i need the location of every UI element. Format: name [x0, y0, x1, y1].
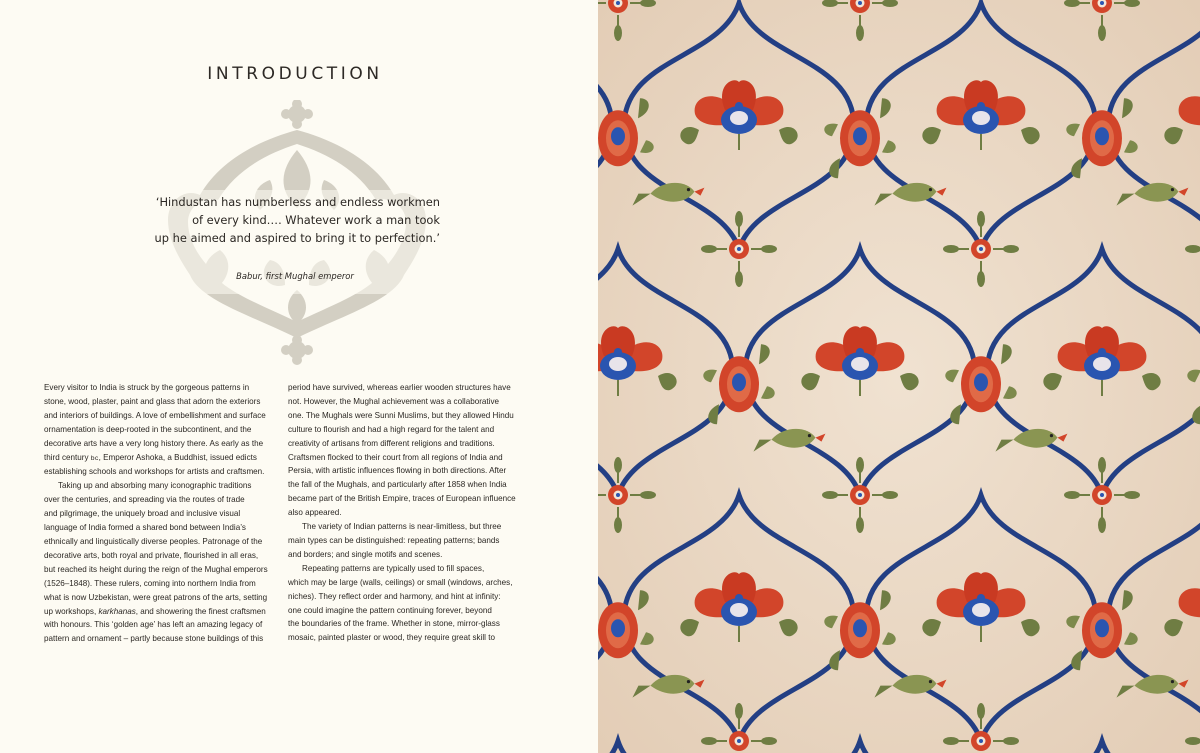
text-line: establishing schools and workshops for artists and craftsmen.: [44, 467, 265, 477]
text-line: and pilgrimage, the uniquely broad and inclusive visual: [44, 509, 241, 519]
quote-line: ‘Hindustan has numberless and endless workmen: [155, 195, 440, 209]
text-line: ornamentation is deep-rooted in the subcontinent, and the: [44, 424, 252, 434]
text-line: [44, 451, 289, 466]
text-fragment: , Emperor Ashoka, a Buddhist, issued edicts: [98, 452, 257, 462]
text-fragment: third century: [44, 452, 91, 462]
text-fragment: , and showering the finest craftsmen: [135, 606, 266, 616]
text-line: main types can be distinguished: repeating patterns; bands: [288, 535, 500, 545]
epigraph-quote: [150, 193, 440, 247]
text-line: ethnically and linguistically diverse peoples. Patronage of the: [44, 536, 263, 546]
mughal-pattern-photo: [598, 0, 1200, 753]
text-line: and interiors of buildings. A love of embellishment and surface: [44, 410, 266, 420]
text-line: the boundaries of the frame. Whether in stone, mirror-glass: [288, 619, 500, 629]
quote-attribution: Babur, first Mughal emperor: [236, 271, 354, 281]
text-line: creativity of artisans from different religions and traditions.: [288, 438, 495, 448]
text-line: period have survived, whereas earlier wooden structures have: [288, 383, 511, 392]
text-line: also appeared.: [288, 508, 342, 518]
text-line: [44, 605, 289, 619]
text-line: which may be large (walls, ceilings) or small (windows, arches,: [288, 577, 513, 587]
text-line: decorative arts, both royal and private, flourished in all eras,: [44, 550, 259, 560]
text-line: The variety of Indian patterns is near-limitless, but three: [302, 522, 502, 532]
quote-line: up he aimed and aspired to bring it to perfection.’: [154, 231, 440, 245]
page-heading: INTRODUCTION: [207, 64, 383, 84]
text-line: became part of the British Empire, traces of European influence: [288, 494, 516, 504]
text-line: Taking up and absorbing many iconographic traditions: [58, 481, 252, 491]
quote-line: of every kind…. Whatever work a man took: [192, 213, 440, 227]
text-line: stone, wood, plaster, paint and glass that adorn the exteriors: [44, 396, 261, 406]
text-line: the fall of the Mughals, and particularly after 1858 when India: [288, 480, 507, 490]
text-line: one could imagine the pattern continuing forever, beyond: [288, 605, 492, 615]
text-fragment: up workshops,: [44, 606, 99, 616]
text-line: with honours. This ‘golden age’ has left an amazing legacy of: [44, 620, 263, 630]
text-line: mosaic, painted plaster or wood, they require great skill to: [288, 633, 495, 643]
text-line: Every visitor to India is struck by the gorgeous patterns in: [44, 383, 250, 392]
left-page: [0, 0, 598, 753]
body-column-1: [44, 381, 289, 646]
floral-lattice-pattern-icon: [598, 0, 1200, 753]
text-line: (1526–1848). These rulers, coming into northern India from: [44, 578, 256, 588]
text-line: and borders; and single motifs and scenes.: [288, 549, 443, 559]
text-line: but reached its height during the reign of the Mughal emperors: [44, 564, 268, 574]
text-line: niches). They reflect order and harmony, and hint at infinity:: [288, 591, 501, 601]
text-line: language of India formed a shared bond between India’s: [44, 523, 246, 533]
text-line: not. However, the Mughal achievement was a collaborative: [288, 396, 500, 406]
small-caps-fragment: bc: [90, 454, 99, 462]
text-line: pattern and ornament – partly because stone buildings of this: [44, 634, 264, 644]
text-line: decorative arts have a very long history there. As early as the: [44, 438, 264, 448]
text-line: what is now Uzbekistan, were great patrons of the arts, setting: [44, 592, 268, 602]
text-line: one. The Mughals were Sunni Muslims, but they allowed Hindu: [288, 410, 514, 420]
text-line: culture to flourish and had a high regard for the talent and: [288, 424, 495, 434]
italic-fragment: karkhanas: [98, 606, 136, 616]
text-line: Repeating patterns are typically used to fill spaces,: [302, 563, 485, 573]
text-line: Persia, with artistic influences flowing in both directions. After: [288, 466, 507, 476]
text-line: Craftsmen flocked to their court from all regions of India and: [288, 452, 503, 462]
text-line: over the centuries, and spreading via the routes of trade: [44, 495, 245, 505]
body-column-2: [288, 381, 533, 645]
